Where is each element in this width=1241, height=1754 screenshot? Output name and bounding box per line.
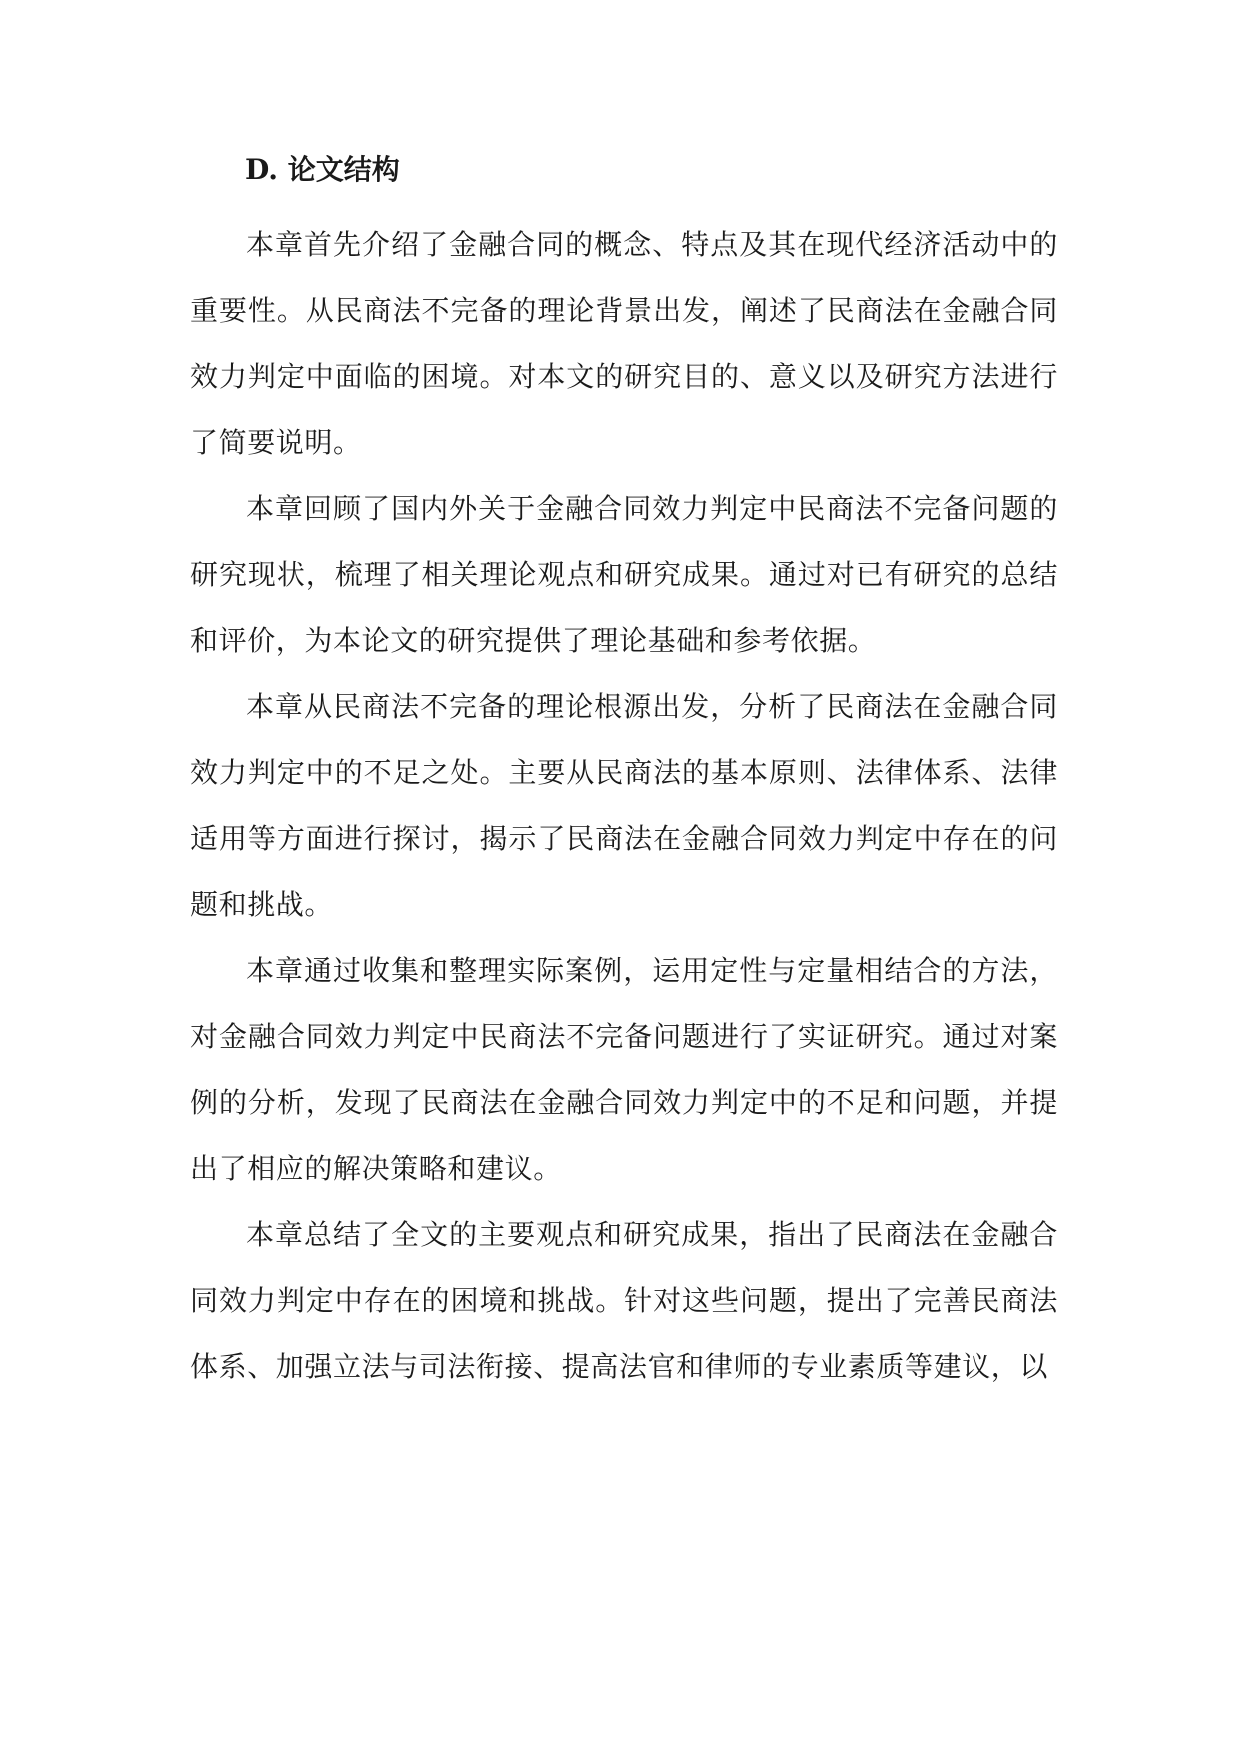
paragraph-chapter-5: 本章总结了全文的主要观点和研究成果，指出了民商法在金融合同效力判定中存在的困境和挑战。针对这些问题，提出了完善民商法体系、加强立法与司法衔接、提高法官和律师的专业素质等建议，以	[190, 1218, 1058, 1383]
section-heading: D. 论文结构	[245, 153, 400, 186]
paragraph-chapter-1: 本章首先介绍了金融合同的概念、特点及其在现代经济活动中的重要性。从民商法不完备的理论背景出发，阐述了民商法在金融合同效力判定中面临的困境。对本文的研究目的、意义以及研究方法进行了简要说明。	[190, 228, 1058, 459]
paragraph-chapter-3: 本章从民商法不完备的理论根源出发，分析了民商法在金融合同效力判定中的不足之处。主要从民商法的基本原则、法律体系、法律适用等方面进行探讨，揭示了民商法在金融合同效力判定中存在的问题和挑战。	[190, 690, 1058, 921]
body-text	[190, 212, 1058, 1400]
paragraph-chapter-2: 本章回顾了国内外关于金融合同效力判定中民商法不完备问题的研究现状，梳理了相关理论观点和研究成果。通过对已有研究的总结和评价，为本论文的研究提供了理论基础和参考依据。	[190, 492, 1058, 657]
paragraph-chapter-4: 本章通过收集和整理实际案例，运用定性与定量相结合的方法，对金融合同效力判定中民商法不完备问题进行了实证研究。通过对案例的分析，发现了民商法在金融合同效力判定中的不足和问题，并提出了相应的解决策略和建议。	[190, 954, 1058, 1185]
